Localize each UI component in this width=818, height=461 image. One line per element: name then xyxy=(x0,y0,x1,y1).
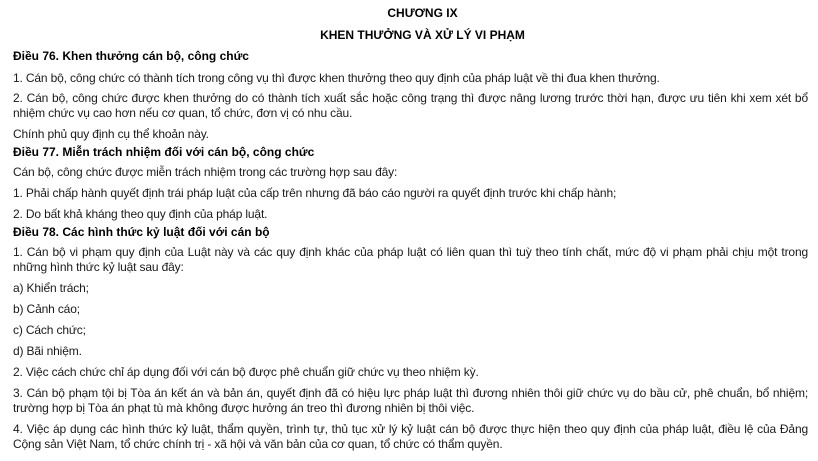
article-78-item-d: d) Bãi nhiệm. xyxy=(13,344,82,358)
article-78-item-c: c) Cách chức; xyxy=(13,323,86,337)
chapter-title: KHEN THƯỞNG VÀ XỬ LÝ VI PHẠM xyxy=(320,28,525,42)
article-78-paragraph-3: 3. Cán bộ phạm tội bị Tòa án kết án và bản án, quyết định đã có hiệu lực pháp luật thì đương nhiên thôi giữ chức vụ do bầu cử, phê chuẩn, bổ nhiệm; trường hợp bị Tòa án phạt tù mà không được hưởng án treo thì đương nhiên bị thôi việc. xyxy=(13,386,808,415)
article-76-title: Điều 76. Khen thưởng cán bộ, công chức xyxy=(13,49,249,63)
article-78-paragraph-4: 4. Việc áp dụng các hình thức kỷ luật, thẩm quyền, trình tự, thủ tục xử lý kỷ luật cán bộ được thực hiện theo quy định của pháp luật, điều lệ của Đảng Cộng sản Việt Nam, tổ chức chính trị - xã hội và văn bản của cơ quan, tổ chức có thẩm quyền. xyxy=(13,422,808,451)
article-77-title: Điều 77. Miễn trách nhiệm đối với cán bộ, công chức xyxy=(13,145,315,159)
article-76-paragraph-3: Chính phủ quy định cụ thể khoản này. xyxy=(13,127,209,141)
article-76-paragraph-1: 1. Cán bộ, công chức có thành tích trong công vụ thì được khen thưởng theo quy định của pháp luật về thi đua khen thưởng. xyxy=(13,71,660,85)
article-77-paragraph-2: 1. Phải chấp hành quyết định trái pháp luật của cấp trên nhưng đã báo cáo người ra quyết định trước khi chấp hành; xyxy=(13,186,617,200)
article-78-item-a: a) Khiển trách; xyxy=(13,281,89,295)
article-77-paragraph-1: Cán bộ, công chức được miễn trách nhiệm trong các trường hợp sau đây: xyxy=(13,165,398,179)
article-78-title: Điều 78. Các hình thức kỷ luật đối với cán bộ xyxy=(13,225,270,239)
article-78-paragraph-2: 2. Việc cách chức chỉ áp dụng đối với cán bộ được phê chuẩn giữ chức vụ theo nhiệm kỳ. xyxy=(13,365,479,379)
article-78-item-b: b) Cảnh cáo; xyxy=(13,302,80,316)
article-76-paragraph-2: 2. Cán bộ, công chức được khen thưởng do có thành tích xuất sắc hoặc công trạng thì được nâng lương trước thời hạn, được ưu tiên khi xem xét bổ nhiệm chức vụ cao hơn nếu cơ quan, tổ chức, đơn vị có nhu cầu. xyxy=(13,91,808,120)
article-77-paragraph-3: 2. Do bất khả kháng theo quy định của pháp luật. xyxy=(13,207,268,221)
article-78-paragraph-1: 1. Cán bộ vi phạm quy định của Luật này và các quy định khác của pháp luật có liên quan thì tuỳ theo tính chất, mức độ vi phạm phải chịu một trong những hình thức kỷ luật sau đây: xyxy=(13,245,808,274)
chapter-number: CHƯƠNG IX xyxy=(387,6,458,20)
